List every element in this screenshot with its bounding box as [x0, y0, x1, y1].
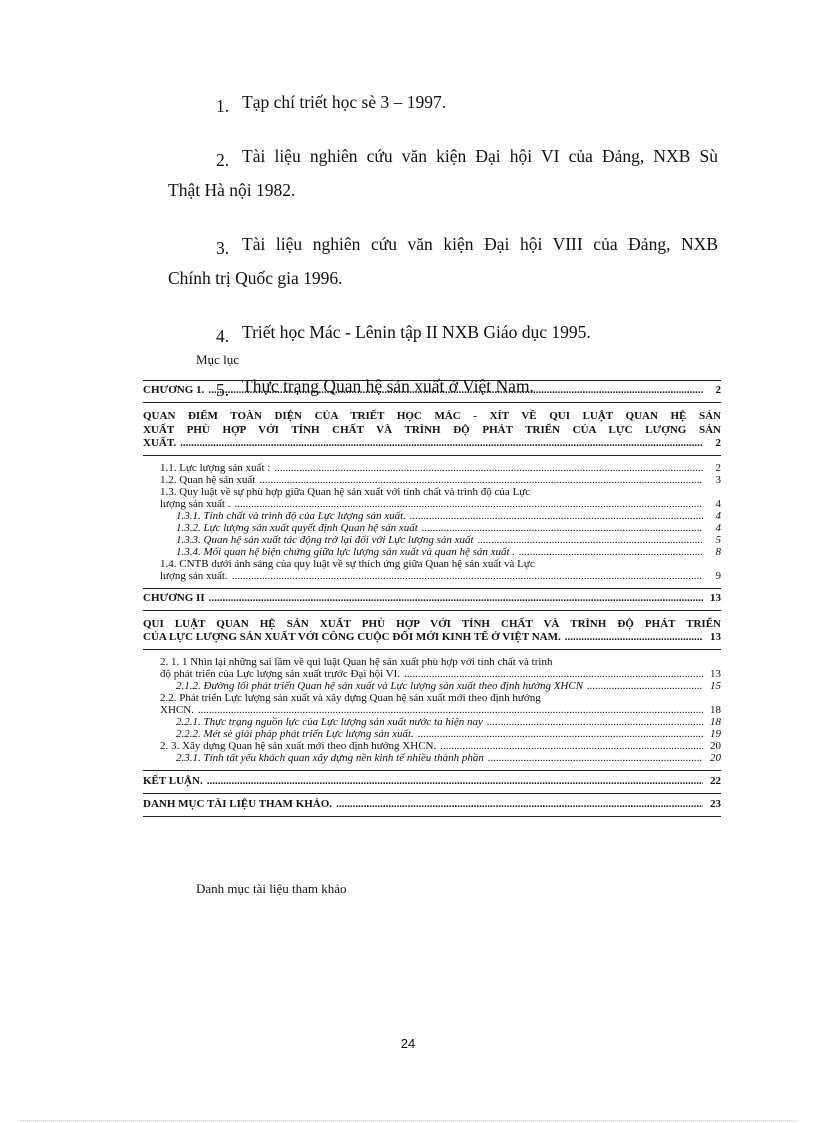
reference-number: 4.	[216, 326, 230, 346]
reference-number: 5.	[216, 380, 230, 400]
reference-text: Thực trạng Quan hệ sản xuất ở Việt Nam.	[242, 376, 534, 396]
toc-entry-chapter-1-title[interactable]: QUAN ĐIỂM TOÀN DIỆN CỦA TRIẾT HỌC MÁC - XÍT VỀ QUI LUẬT QUAN HỆ SẢN XUẤT PHÙ HỢP VỚI TÍNH CHẤT VÀ TRÌNH ĐỘ PHÁT TRIỂN CỦA LỰC LƯỢNG SẢN XUẤT. ..... 2	[143, 409, 721, 449]
toc-entry-chapter-1[interactable]: CHƯƠNG 1. ..... 2	[143, 384, 721, 396]
toc-entry-2-3[interactable]: 2. 3. Xây dựng Quan hệ sản xuất mới theo định hướng XHCN. ..... 20	[143, 740, 721, 752]
table-of-contents	[143, 380, 721, 817]
toc-entry-chapter-2[interactable]: CHƯƠNG II ..... 13	[143, 592, 721, 604]
toc-entry-conclusion[interactable]: KẾT LUẬN. ..... 22	[143, 775, 721, 787]
page-edge	[20, 1120, 796, 1121]
toc-entry-1-2[interactable]: 1.2. Quan hệ sản xuất ..... 3	[143, 474, 721, 486]
reference-list	[168, 84, 718, 404]
reference-item	[168, 138, 718, 208]
reference-item	[168, 226, 718, 296]
toc-entry-references[interactable]: DANH MỤC TÀI LIỆU THAM KHẢO. ..... 23	[143, 798, 721, 810]
reference-text: Tài liệu nghiên cứu văn kiện Đại hội VI của Đảng, NXB Sù	[242, 146, 718, 166]
reference-number: 2.	[216, 150, 230, 170]
toc-entry-2-1-1[interactable]: 2. 1. 1 Nhìn lại những sai lầm về qui luật Quan hệ sản xuất phù hợp với tính chất và trình độ phát triển của Lực lượng sản xuất trước Đại hội VI. ..... 13	[143, 656, 721, 680]
reference-text: Tài liệu nghiên cứu văn kiện Đại hội VIII của Đảng, NXB	[242, 234, 718, 254]
toc-entry-1-1[interactable]: 1.1. Lực lượng sản xuất : ..... 2	[143, 462, 721, 474]
toc-heading: Mục lục	[196, 352, 239, 367]
toc-entry-1-4[interactable]: 1.4. CNTB dưới ánh sáng của quy luật về sự thích ứng giữa Quan hệ sản xuất và Lực lượng sản xuất. ..... 9	[143, 558, 721, 582]
reference-item	[168, 84, 718, 120]
reference-text-continued: Chính trị Quốc gia 1996.	[168, 268, 343, 288]
toc-entry-1-3-4[interactable]: 1.3.4. Mối quan hệ biện chứng giữa lực lượng sản xuất và quan hệ sản xuất . ..... 8	[143, 546, 721, 558]
reference-text: Triết học Mác - Lênin tập II NXB Giáo dục 1995.	[242, 322, 591, 342]
reference-text-continued: Thật Hà nội 1982.	[168, 180, 296, 200]
toc-entry-1-3-1[interactable]: 1.3.1. Tính chất và trình độ của Lực lượng sản xuất. ..... 4	[143, 510, 721, 522]
toc-entry-1-3-3[interactable]: 1.3.3. Quan hệ sản xuất tác động trở lại đối với Lực lượng sản xuất ..... 5	[143, 534, 721, 546]
reference-text: Tạp chí triết học sè 3 – 1997.	[242, 92, 447, 112]
reference-item	[168, 314, 718, 350]
toc-entry-1-3-2[interactable]: 1.3.2. Lực lượng sản xuất quyết định Quan hệ sản xuất ..... 4	[143, 522, 721, 534]
references-heading: Danh mục tài liệu tham khảo	[196, 881, 347, 896]
toc-entry-2-1-2[interactable]: 2.1.2. Đường lối phát triển Quan hệ sản xuất và Lực lượng sản xuất theo định hướng XHCN ..... 15	[143, 680, 721, 692]
reference-number: 1.	[216, 96, 230, 116]
toc-entry-2-2-2[interactable]: 2.2.2. Mét sè giải pháp phát triển Lực lượng sản xuất. ..... 19	[143, 728, 721, 740]
page-number: 24	[400, 1036, 416, 1051]
toc-entry-chapter-2-title[interactable]: QUI LUẬT QUAN HỆ SẢN XUẤT PHÙ HỢP VỚI TÍNH CHẤT VÀ TRÌNH ĐỘ PHÁT TRIỂN CỦA LỰC LƯỢNG SẢN XUẤT VỚI CÔNG CUỘC ĐỔI MỚI KINH TẾ Ở VIỆT NAM. ..... 13	[143, 617, 721, 643]
toc-entry-2-3-1[interactable]: 2.3.1. Tính tất yếu khách quan xây dựng nền kinh tế nhiều thành phần ..... 20	[143, 752, 721, 764]
toc-entry-2-2[interactable]: 2.2. Phát triển Lực lượng sản xuất và xây dựng Quan hệ sản xuất mới theo định hướng XHCN. ..... 18	[143, 692, 721, 716]
toc-entry-1-3[interactable]: 1.3. Quy luật về sự phù hợp giữa Quan hệ sản xuất với tính chất và trình độ của Lực lượng sản xuất . ..... 4	[143, 486, 721, 510]
toc-entry-2-2-1[interactable]: 2.2.1. Thực trạng nguồn lực của Lực lượng sản xuất nước ta hiện nay ..... 18	[143, 716, 721, 728]
reference-number: 3.	[216, 238, 230, 258]
